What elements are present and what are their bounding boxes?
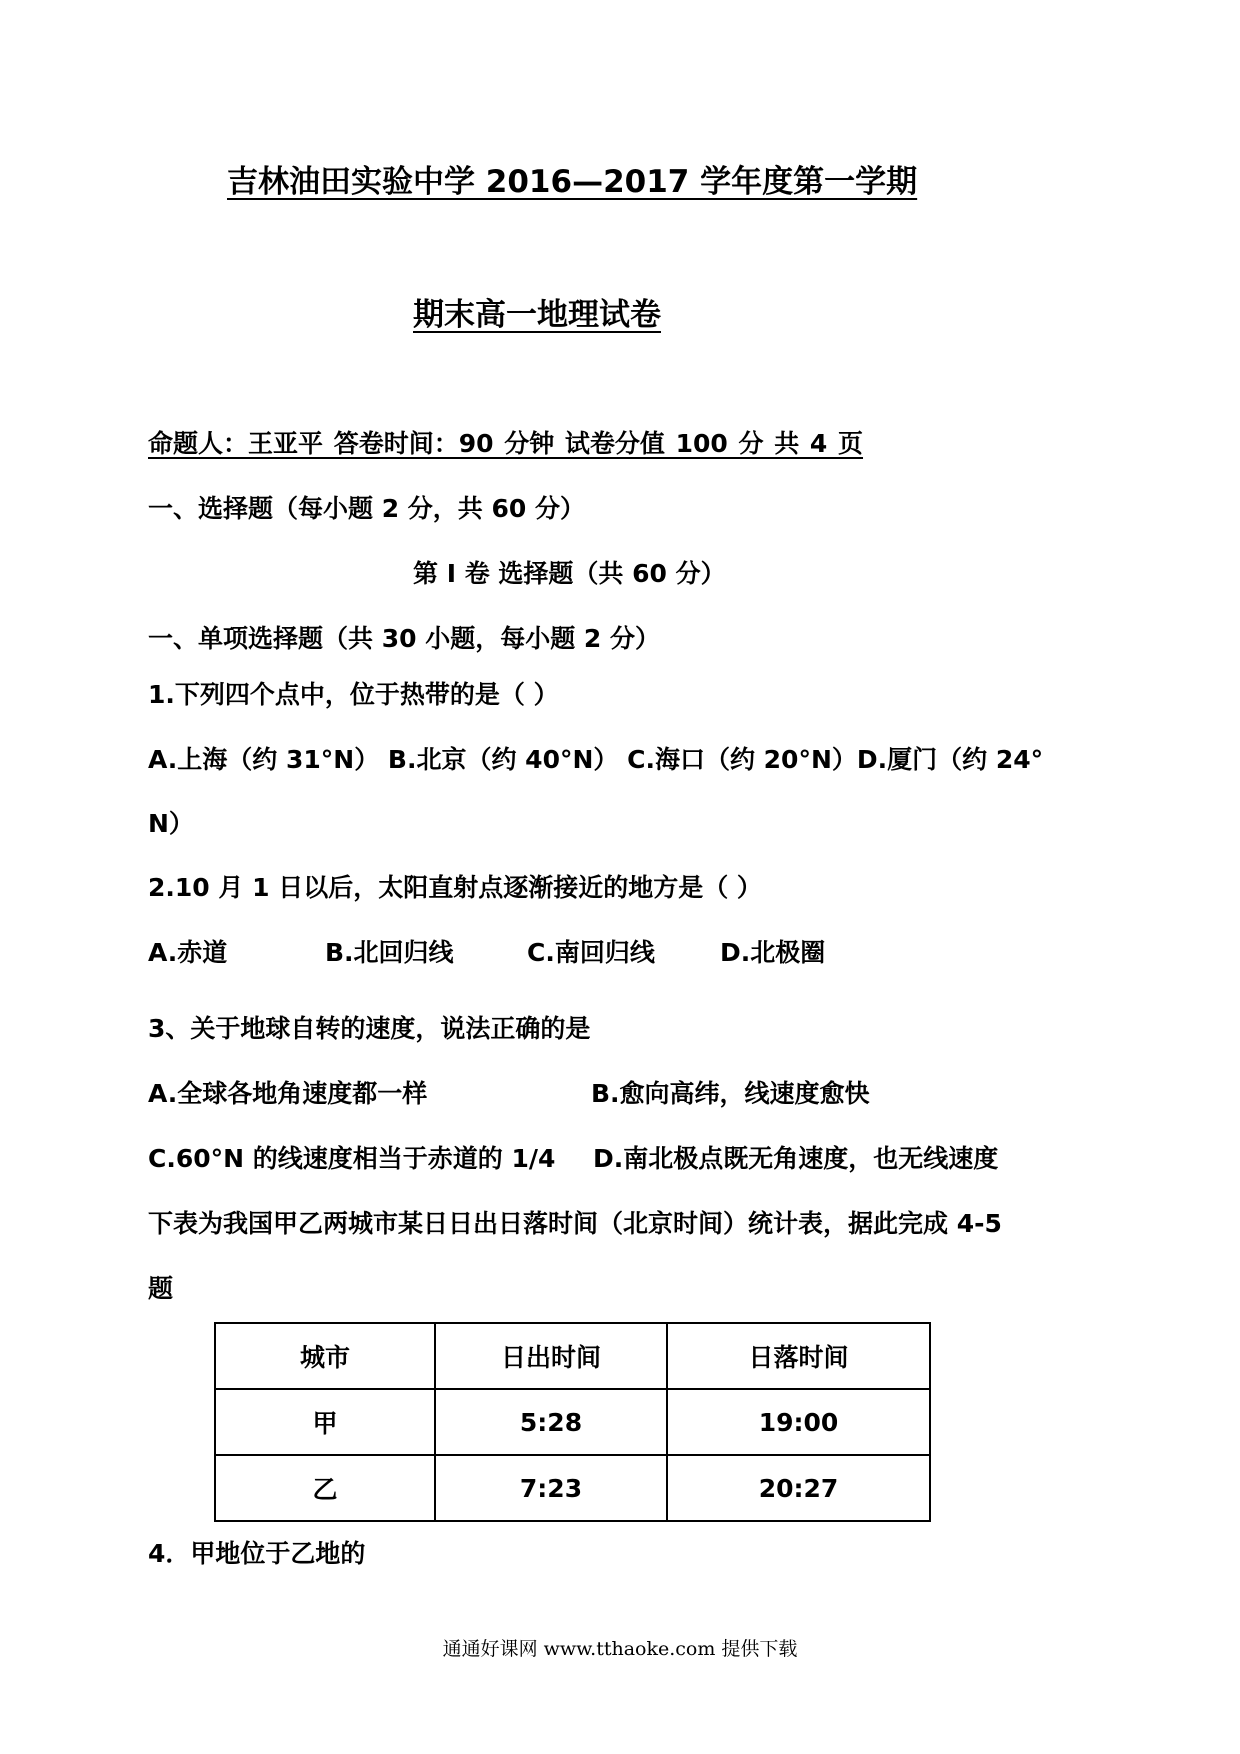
question-3-option-c: C.60°N 的线速度相当于赤道的 1/4 bbox=[148, 1144, 556, 1173]
single-choice-heading: 一、单项选择题（共 30 小题，每小题 2 分） bbox=[148, 624, 661, 653]
exam-title-line2: 期末高一地理试卷 bbox=[413, 297, 661, 333]
exam-title-line1: 吉林油田实验中学 2016—2017 学年度第一学期 bbox=[227, 164, 918, 200]
question-2-option-b: B.北回归线 bbox=[325, 938, 454, 967]
table-header-row bbox=[215, 1323, 930, 1389]
table-cell-sunset: 19:00 bbox=[667, 1389, 930, 1455]
table-row bbox=[215, 1389, 930, 1455]
table-cell-city: 甲 bbox=[215, 1389, 435, 1455]
part1-heading: 第 I 卷 选择题（共 60 分） bbox=[413, 559, 726, 588]
table-cell-city: 乙 bbox=[215, 1455, 435, 1521]
table-cell-sunrise: 5:28 bbox=[435, 1389, 667, 1455]
exam-meta-info: 命题人：王亚平 答卷时间：90 分钟 试卷分值 100 分 共 4 页 bbox=[148, 429, 864, 458]
table-cell-sunrise: 7:23 bbox=[435, 1455, 667, 1521]
questions-4-5-intro-cont: 题 bbox=[148, 1274, 174, 1303]
question-2-option-d: D.北极圈 bbox=[720, 938, 826, 967]
question-4-stem: 4．甲地位于乙地的 bbox=[148, 1539, 366, 1568]
table-header-cell: 日出时间 bbox=[435, 1323, 667, 1389]
question-3-option-d: D.南北极点既无角速度，也无线速度 bbox=[593, 1144, 999, 1173]
question-1-stem: 1.下列四个点中，位于热带的是（ ） bbox=[148, 680, 559, 709]
question-1-options-cont: N） bbox=[148, 809, 194, 838]
table-header-cell: 城市 bbox=[215, 1323, 435, 1389]
page-footer: 通通好课网 www.tthaoke.com 提供下载 bbox=[442, 1638, 798, 1660]
question-2-option-c: C.南回归线 bbox=[527, 938, 655, 967]
table-row bbox=[215, 1455, 930, 1521]
question-3-stem: 3、关于地球自转的速度，说法正确的是 bbox=[148, 1014, 591, 1043]
table-header-cell: 日落时间 bbox=[667, 1323, 930, 1389]
section1-heading: 一、选择题（每小题 2 分，共 60 分） bbox=[148, 494, 586, 523]
question-3-option-a: A.全球各地角速度都一样 bbox=[148, 1079, 428, 1108]
sunrise-sunset-table bbox=[214, 1322, 931, 1522]
question-2-stem: 2.10 月 1 日以后，太阳直射点逐渐接近的地方是（ ） bbox=[148, 873, 762, 902]
question-3-option-b: B.愈向高纬，线速度愈快 bbox=[591, 1079, 870, 1108]
question-1-options: A.上海（约 31°N） B.北京（约 40°N） C.海口（约 20°N）D.厦门（约 24° bbox=[148, 745, 1044, 774]
questions-4-5-intro: 下表为我国甲乙两城市某日日出日落时间（北京时间）统计表，据此完成 4-5 bbox=[148, 1209, 1002, 1238]
question-2-option-a: A.赤道 bbox=[148, 938, 228, 967]
table-cell-sunset: 20:27 bbox=[667, 1455, 930, 1521]
